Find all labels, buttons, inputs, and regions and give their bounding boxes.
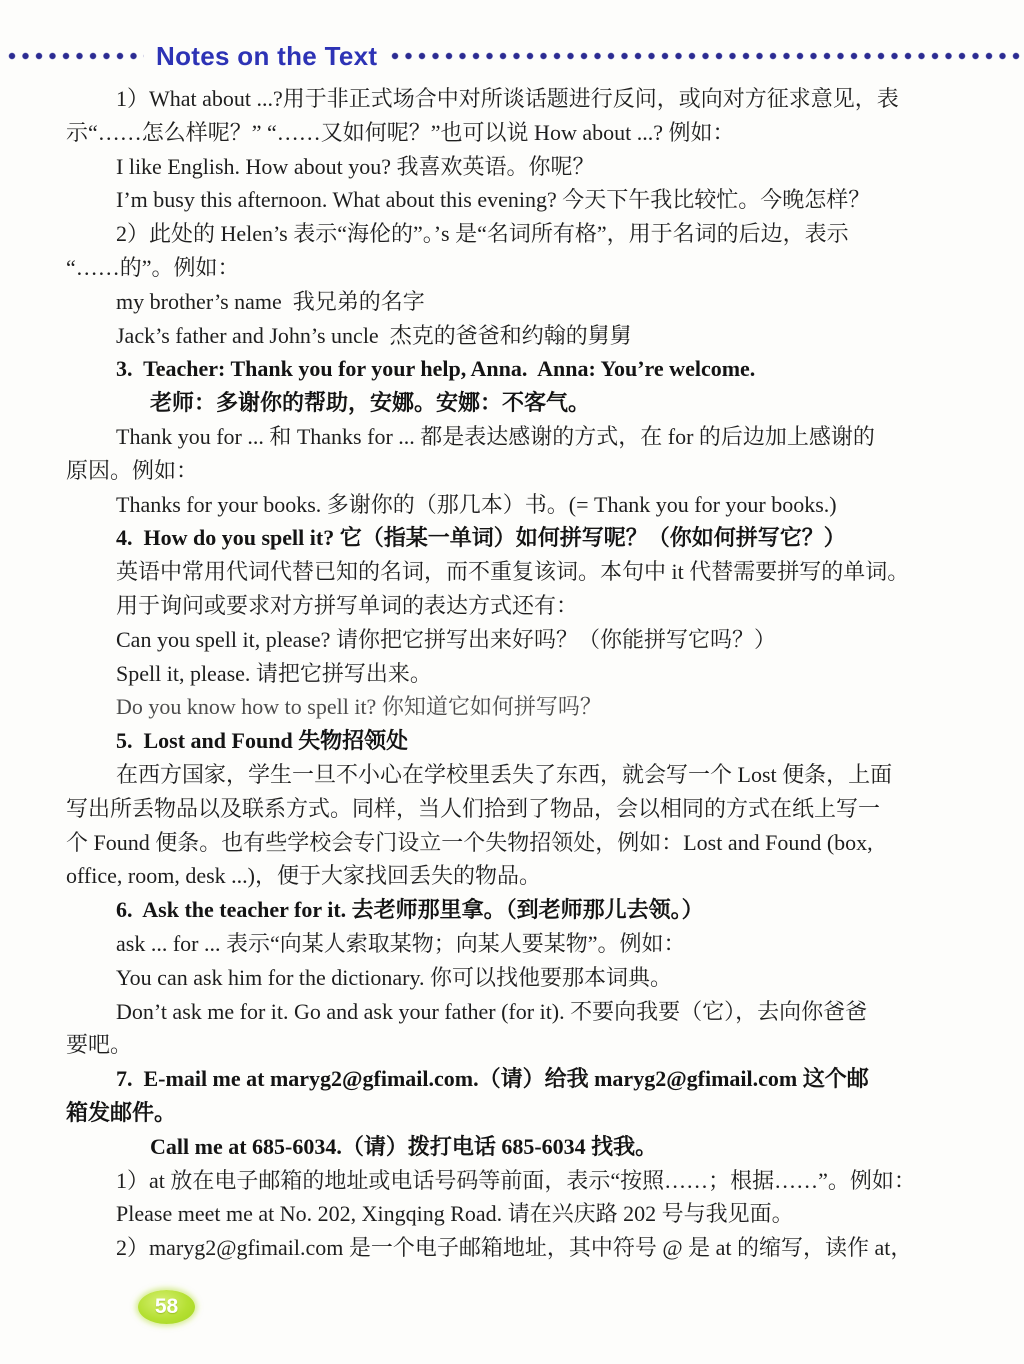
note-line: 要吧。 xyxy=(66,1032,133,1058)
note-item-heading: 5. Lost and Found 失物招领处 xyxy=(116,728,409,754)
note-item-heading: 箱发邮件。 xyxy=(66,1099,177,1125)
note-item-heading: 老师：多谢你的帮助，安娜。安娜：不客气。 xyxy=(150,390,591,416)
note-line: ask ... for ... 表示“向某人索取某物；向某人要某物”。例如： xyxy=(116,930,686,956)
note-line: office, room, desk ...)，便于大家找回丢失的物品。 xyxy=(66,863,541,889)
note-line: 写出所丢物品以及联系方式。同样，当人们拾到了物品，会以相同的方式在纸上写一 xyxy=(66,795,881,821)
example-line: You can ask him for the dictionary. 你可以找他要那本词典。 xyxy=(116,964,673,990)
page-number-badge xyxy=(138,1290,195,1324)
example-line: Do you know how to spell it? 你知道它如何拼写吗？ xyxy=(116,694,602,720)
note-line: 用于询问或要求对方拼写单词的表达方式还有： xyxy=(116,592,579,618)
note-item-heading: 3. Teacher: Thank you for your help, Anna. Anna: You’re welcome. xyxy=(116,356,756,382)
note-line: 原因。例如： xyxy=(66,457,199,483)
note-line: 1）at 放在电子邮箱的地址或电话号码等前面，表示“按照……；根据……”。例如： xyxy=(116,1167,916,1193)
note-line: 英语中常用代词代替已知的名词，而不重复该词。本句中 it 代替需要拼写的单词。 xyxy=(116,559,910,585)
note-line: Thank you for ... 和 Thanks for ... 都是表达感谢的方式，在 for 的后边加上感谢的 xyxy=(116,423,875,449)
example-line: I’m busy this afternoon. What about this evening? 今天下午我比较忙。今晚怎样？ xyxy=(116,187,871,213)
dotted-rule-left xyxy=(8,52,144,60)
note-line: 在西方国家，学生一旦不小心在学校里丢失了东西，就会写一个 Lost 便条，上面 xyxy=(116,761,893,787)
example-line: Please meet me at No. 202, Xingqing Road. 请在兴庆路 202 号与我见面。 xyxy=(116,1201,794,1227)
example-line: Can you spell it, please? 请你把它拼写出来好吗？（你能拼写它吗？） xyxy=(116,626,776,652)
note-line: 个 Found 便条。也有些学校会专门设立一个失物招领处，例如：Lost and Found (box, xyxy=(66,829,873,855)
note-item-heading: 6. Ask the teacher for it. 去老师那里拿。（到老师那儿去领。） xyxy=(116,897,704,923)
note-line: 1）What about ...?用于非正式场合中对所谈话题进行反问，或向对方征求意见，表 xyxy=(116,86,899,111)
example-line: Jack’s father and John’s uncle 杰克的爸爸和约翰的舅舅 xyxy=(116,322,632,348)
page-number: 58 xyxy=(154,1295,179,1318)
example-line: Don’t ask me for it. Go and ask your father (for it). 不要向我要（它），去向你爸爸 xyxy=(116,998,868,1024)
note-line: 示“……怎么样呢？” “……又如何呢？”也可以说 How about ...? 例如： xyxy=(66,119,735,145)
note-item-heading: 7. E-mail me at maryg2@gfimail.com.（请）给我 maryg2@gfimail.com 这个邮 xyxy=(116,1066,869,1092)
section-header xyxy=(0,40,1024,72)
note-line: “……的”。例如： xyxy=(66,254,240,280)
note-item-heading: Call me at 685-6034.（请）拨打电话 685-6034 找我。 xyxy=(150,1133,658,1159)
example-line: I like English. How about you? 我喜欢英语。你呢？ xyxy=(116,153,595,179)
note-line: 2）maryg2@gfimail.com 是一个电子邮箱地址，其中符号 @ 是 at 的缩写，读作 at， xyxy=(116,1235,913,1261)
dotted-rule-right xyxy=(391,52,1024,60)
example-line: my brother’s name 我兄弟的名字 xyxy=(116,288,425,314)
notes-body xyxy=(0,82,1024,1265)
section-title: Notes on the Text xyxy=(156,40,378,71)
note-line: 2）此处的 Helen’s 表示“海伦的”。’s 是“名词所有格”，用于名词的后边，表示 xyxy=(116,221,849,247)
example-line: Spell it, please. 请把它拼写出来。 xyxy=(116,660,432,686)
note-item-heading: 4. How do you spell it? 它（指某一单词）如何拼写呢？（你如何拼写它？） xyxy=(116,525,846,551)
example-line: Thanks for your books. 多谢你的（那几本）书。(= Thank you for your books.) xyxy=(116,491,837,517)
